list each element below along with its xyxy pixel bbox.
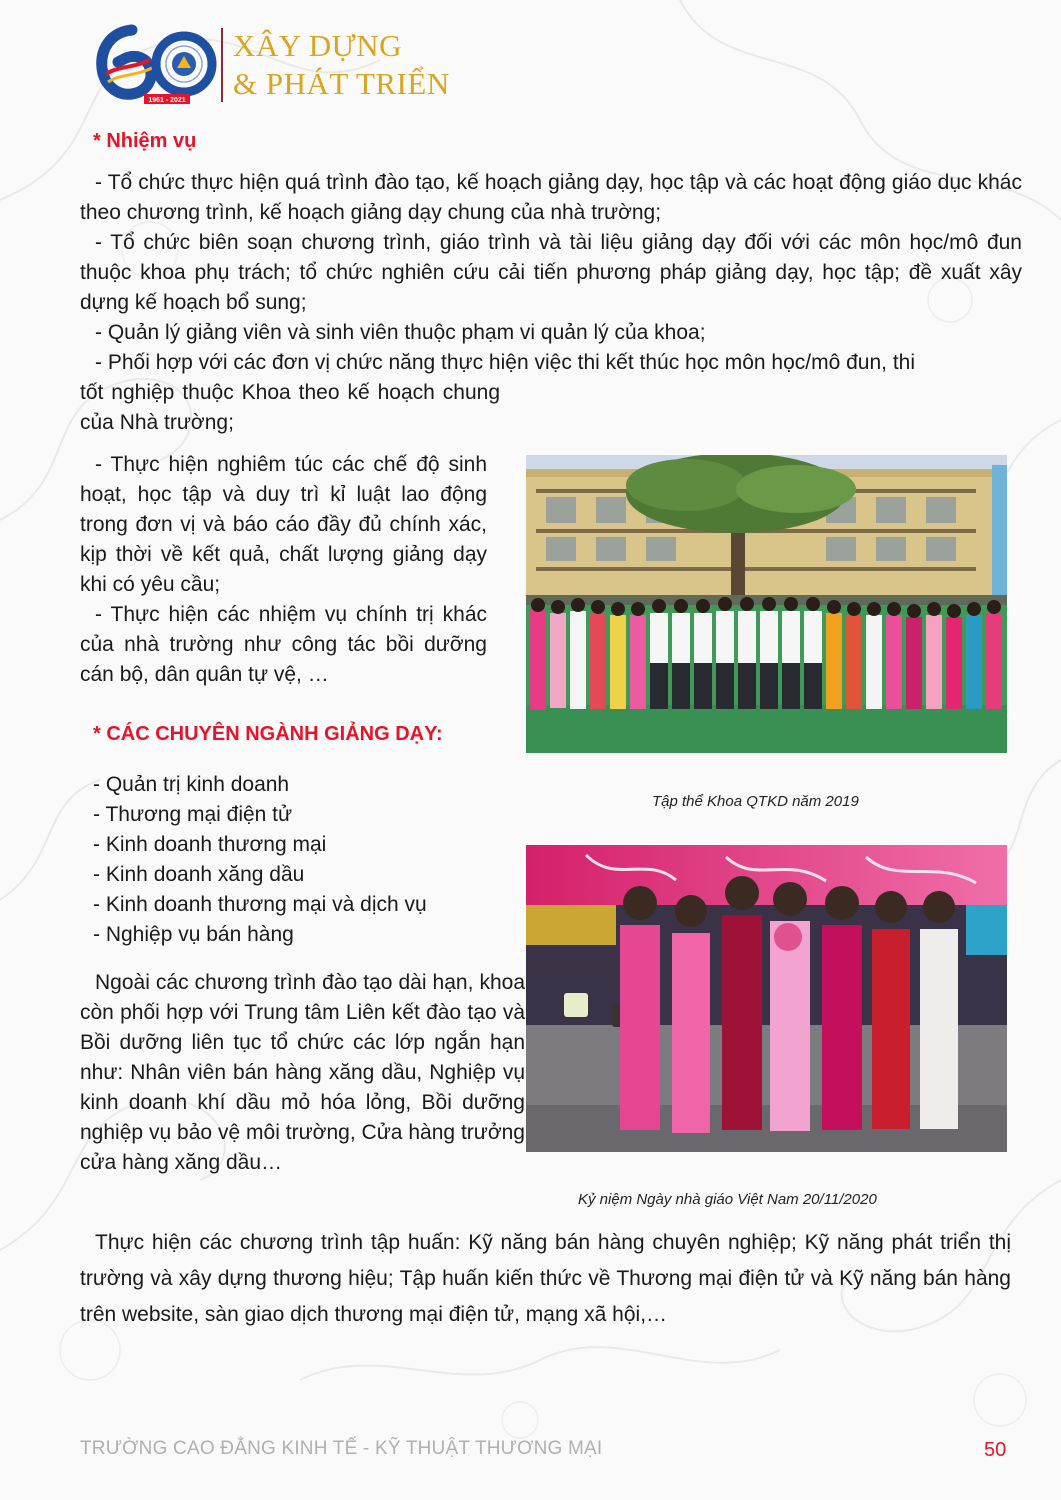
faculty-group-photo-2019 (526, 455, 1007, 753)
duties-left-column (80, 450, 487, 690)
major-item: - Kinh doanh xăng dầu (93, 863, 305, 886)
publication-title-line2: & PHÁT TRIỂN (233, 66, 450, 101)
short-courses-paragraph (80, 968, 525, 1178)
teachers-day-photo-2020 (526, 845, 1007, 1152)
major-item: - Nghiệp vụ bán hàng (93, 923, 294, 946)
duty-item: - Tổ chức biên soạn chương trình, giáo trình và tài liệu giảng dạy đối với các môn học/mô đun thuộc khoa phụ trách; tổ chức nghiên cứu cải tiến phương pháp giảng dạy, học tập; đề xuất xây dựng kế hoạch bổ sung; (80, 231, 1022, 314)
duty-item-continuation (80, 378, 500, 438)
photo-caption-1: Tập thể Khoa QTKD năm 2019 (652, 793, 859, 810)
section-heading-chuyen-nganh: * CÁC CHUYÊN NGÀNH GIẢNG DẠY: (93, 723, 443, 745)
college-60-years-logo (92, 20, 220, 106)
photo-caption-2: Kỷ niệm Ngày nhà giáo Việt Nam 20/11/2020 (578, 1191, 877, 1208)
duty-item: - Phối hợp với các đơn vị chức năng thực hiện việc thi kết thúc học môn học/mô đun, thi (95, 351, 916, 374)
logo-years: 1961 - 2021 (148, 97, 186, 104)
title-divider (221, 28, 223, 102)
training-paragraph (80, 1225, 1011, 1333)
duty-item-continuation-text: tốt nghiệp thuộc Khoa theo kế hoạch chung của Nhà trường; (80, 381, 500, 434)
major-item: - Kinh doanh thương mại và dịch vụ (93, 893, 427, 916)
major-item: - Thương mại điện tử (93, 803, 293, 826)
page-number: 50 (984, 1439, 1007, 1461)
section-heading-nhiem-vu: * Nhiệm vụ (93, 130, 197, 152)
publication-title-line1: XÂY DỰNG (233, 28, 402, 63)
duties-full-width (80, 168, 1022, 378)
duty-item: - Thực hiện nghiêm túc các chế độ sinh hoạt, học tập và duy trì kỉ luật lao động trong đơn vị và báo cáo đầy đủ chính xác, kịp thời về kết quả, chất lượng giảng dạy khi có yêu cầu; (80, 453, 487, 596)
major-item: - Quản trị kinh doanh (93, 773, 290, 796)
majors-list (93, 770, 513, 950)
short-courses-text: Ngoài các chương trình đào tạo dài hạn, khoa còn phối hợp với Trung tâm Liên kết đào tạo và Bồi dưỡng liên tục tổ chức các lớp ngắn hạn như: Nhân viên bán hàng xăng dầu, Nghiệp vụ kinh doanh khí dầu mỏ hóa lỏng, Bồi dưỡng nghiệp vụ bảo vệ môi trường, Cửa hàng trưởng cửa hàng xăng dầu… (80, 971, 525, 1174)
duty-item: - Quản lý giảng viên và sinh viên thuộc phạm vi quản lý của khoa; (95, 321, 706, 344)
major-item: - Kinh doanh thương mại (93, 833, 327, 856)
training-text: Thực hiện các chương trình tập huấn: Kỹ năng bán hàng chuyên nghiệp; Kỹ năng phát triển thị trường và xây dựng thương hiệu; Tập huấn kiến thức về Thương mại điện tử và Kỹ năng bán hàng trên website, sàn giao dịch thương mại điện tử, mạng xã hội,… (80, 1231, 1011, 1326)
duty-item: - Thực hiện các nhiệm vụ chính trị khác của nhà trường như công tác bồi dưỡng cán bộ, dân quân tự vệ, … (80, 603, 487, 686)
footer-school-name: TRƯỜNG CAO ĐẲNG KINH TẾ - KỸ THUẬT THƯƠNG MẠI (80, 1438, 603, 1459)
duty-item: - Tổ chức thực hiện quá trình đào tạo, kế hoạch giảng dạy, học tập và các hoạt động giáo dục khác theo chương trình, kế hoạch giảng dạy chung của nhà trường; (80, 171, 1022, 224)
